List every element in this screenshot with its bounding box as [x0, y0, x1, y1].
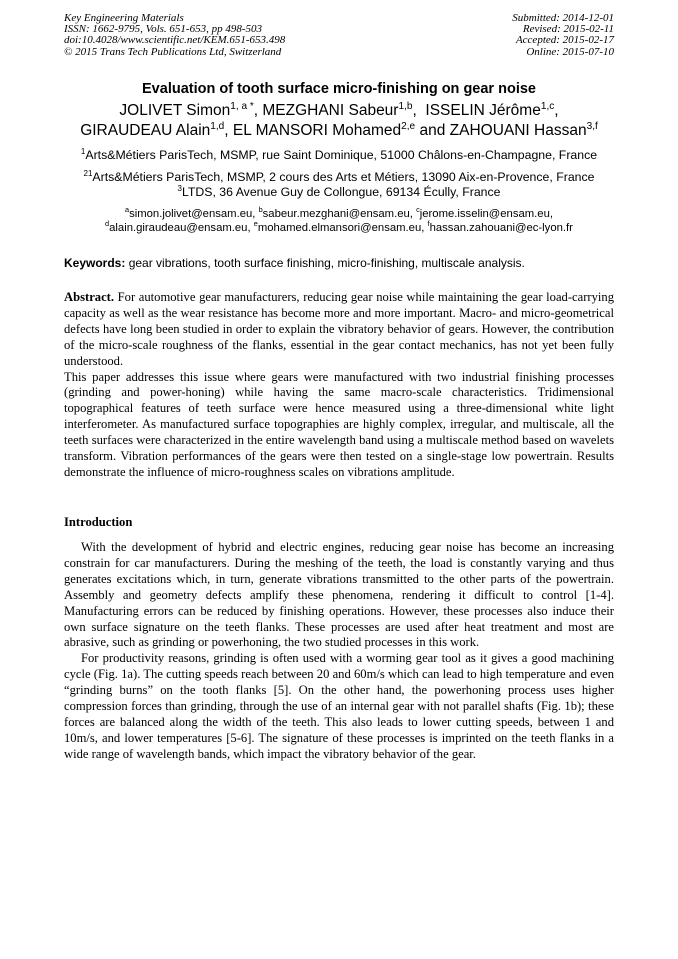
keywords [64, 256, 525, 270]
dates-info [512, 13, 614, 58]
submitted-date: Submitted: 2014-12-01 [512, 12, 614, 24]
email: hassan.zahouani@ec-lyon.fr [429, 222, 573, 234]
email-mark: f [427, 219, 430, 229]
abstract-paragraph: For automotive gear manufacturers, reducing gear noise while maintaining the gear load-carrying capacity as well as the wear resistance has become more and more important. Macro- and micro-geometrical defects have long been studied in order to explain the vibratory behavior of gears. However, the contribution of the micro-scale roughness of the flanks, essential in the gear contact mechanics, has not yet been fully understood. [64, 290, 614, 368]
accepted-date: Accepted: 2015-02-17 [515, 34, 614, 47]
author-name: ZAHOUANI Hassan [449, 122, 587, 139]
email: sabeur.mezghani@ensam.eu, [262, 208, 417, 220]
affil-mark: 1 [80, 146, 86, 156]
abstract-paragraph: This paper addresses this issue where gears were manufactured with two industrial finishing processes (grinding and power-honing) while having the same macro-scale characteristics. Tridimensional topographical features of teeth surface were hence measured using a three-dimensional white light interferometer. As manufactured surface topographies are highly complex, irregular, and multiscale, all the teeth surfaces were characterized in the entire wavelength band using a multiscale method based on wavelets transform. Vibration performances of the gears were then tested on a single-stage low powertrain. Results demonstrate the influence of micro-roughness scales on vibrations amplitude. [64, 369, 614, 479]
affiliations [0, 148, 678, 200]
email-mark: c [416, 205, 420, 215]
paper-title: Evaluation of tooth surface micro-finishing on gear noise [142, 81, 536, 97]
copyright: © 2015 Trans Tech Publications Ltd, Switzerland [64, 45, 282, 58]
keywords-text: gear vibrations, tooth surface finishing, micro-finishing, multiscale analysis. [125, 256, 525, 270]
separator: , [253, 102, 263, 119]
author-affil: 1,d [210, 120, 225, 132]
author-affil: 1,c [540, 100, 555, 112]
affil-mark: 3 [177, 183, 182, 193]
email: simon.jolivet@ensam.eu, [129, 208, 259, 220]
section-heading: Introduction [64, 515, 133, 529]
affiliation [0, 170, 678, 185]
introduction [64, 540, 614, 763]
author-name: GIRAUDEAU Alain [80, 122, 211, 139]
email: mohamed.elmansori@ensam.eu, [257, 222, 428, 234]
email-mark: a [124, 205, 130, 215]
separator: , [224, 122, 233, 139]
separator: and [415, 122, 450, 139]
author-name: ISSELIN Jérôme [425, 102, 541, 119]
affil-mark: 21 [83, 168, 93, 178]
email: jerome.isselin@ensam.eu, [419, 208, 554, 220]
separator: , [412, 102, 426, 119]
author-affil: 2,e [401, 120, 416, 132]
emails [0, 207, 678, 235]
body-paragraph: For productivity reasons, grinding is often used with a worming gear tool as it gives a good machining cycle (Fig. 1a). The cutting speeds reach between 20 and 60m/s which can lead to high temperature and even “grinding burns” on the tooth flanks [5]. On the other hand, the powerhoning process uses higher compression forces than grinding, through the use of an internal gear with not parallel shafts (Fig. 1b); these forces are balanced along the width of the teeth. This also leads to lower cutting speeds, between 1 and 10m/s, and lower temperatures [5-6]. The signature of these processes is imprinted on the teeth flanks in a wide range of wavelength bands, which impact the vibratory behavior of the gear. [64, 651, 614, 761]
email-mark: d [105, 219, 110, 229]
journal-name: Key Engineering Materials [64, 12, 184, 24]
author-affil: 1,b [398, 100, 413, 112]
email-mark: b [258, 205, 263, 215]
online-date: Online: 2015-07-10 [526, 45, 614, 58]
author-name: JOLIVET Simon [119, 102, 231, 119]
author-name: MEZGHANI Sabeur [262, 102, 399, 119]
author-affil: 1, a * [230, 100, 254, 112]
author-name: EL MANSORI Mohamed [232, 122, 402, 139]
affil-text: LTDS, 36 Avenue Guy de Collongue, 69134 Écully, France [181, 185, 501, 199]
author-list [0, 101, 678, 141]
affil-text: Arts&Métiers ParisTech, MSMP, rue Saint Dominique, 51000 Châlons-en-Champagne, France [85, 148, 598, 162]
journal-info [64, 13, 285, 58]
author-affil: 3,f [586, 120, 598, 132]
email: alain.giraudeau@ensam.eu, [109, 222, 254, 234]
abstract [64, 290, 614, 481]
doi: doi:10.4028/www.scientific.net/KEM.651-653.498 [64, 34, 286, 47]
affiliation [0, 148, 678, 163]
keywords-label: Keywords: [64, 256, 126, 270]
issn: ISSN: 1662-9795, Vols. 651-653, pp 498-503 [64, 23, 262, 36]
affiliation [0, 185, 678, 200]
email-mark: e [253, 219, 258, 229]
separator: , [554, 102, 559, 119]
body-paragraph: With the development of hybrid and electric engines, reducing gear noise has become an increasing constrain for car manufacturers. During the meshing of the teeth, the load is constantly varying and thus generates excitations which, in turn, generate vibrations transmitted to the other parts of the powertrain. Assembly and geometry defects amplify these phenomena, rendering it difficult to control [1-4]. Manufacturing errors can be reduced by finishing operations. However, these processes also induce their own surface signature on the teeth flanks. These processes are used after heat treatment and most are abrasive, such as grinding or powerhoning, the two studied processes in this work. [64, 540, 614, 650]
affil-text: Arts&Métiers ParisTech, MSMP, 2 cours des Arts et Métiers, 13090 Aix-en-Provence, France [92, 170, 595, 184]
revised-date: Revised: 2015-02-11 [522, 23, 614, 36]
abstract-label: Abstract. [64, 290, 115, 304]
